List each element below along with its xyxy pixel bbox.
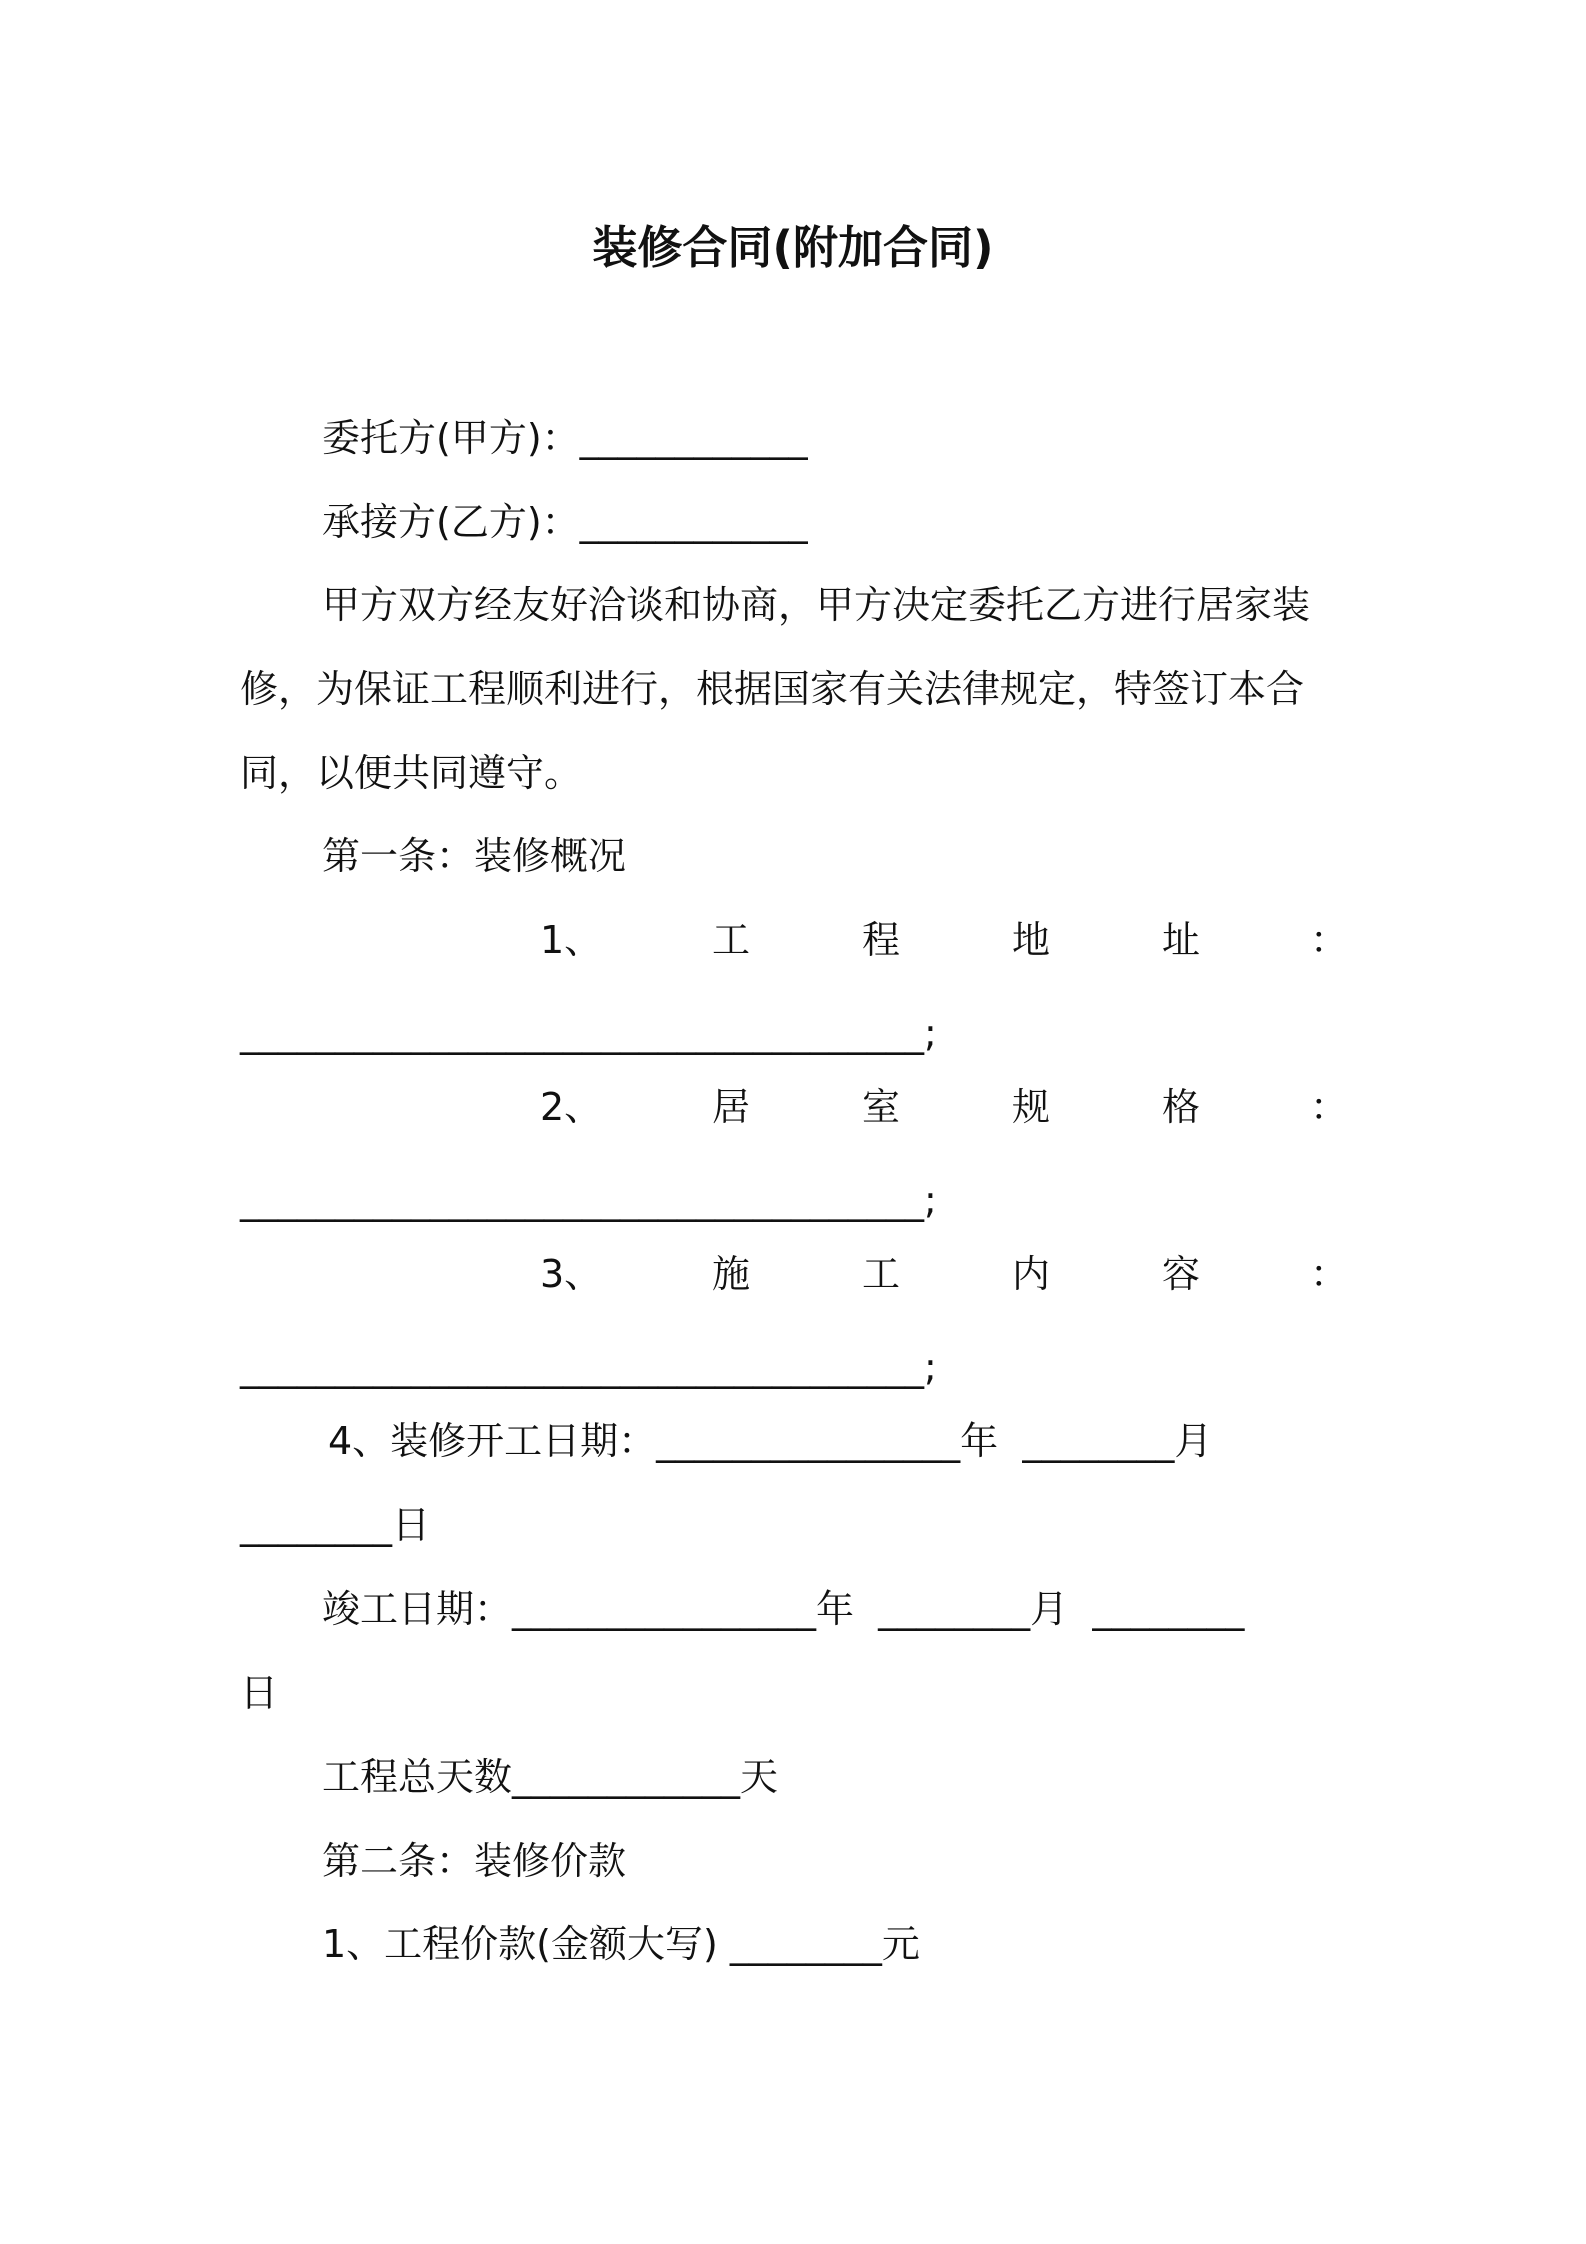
start-date-line-1: 4、装修开工日期：________________年 ________月 bbox=[328, 1419, 1213, 1463]
item-3-number: 3、 bbox=[540, 1252, 603, 1296]
item-2-char: 格 bbox=[1162, 1085, 1201, 1129]
item-3-colon: ： bbox=[1310, 1252, 1349, 1296]
item-1-label-row bbox=[0, 915, 1586, 965]
item-1-char: 程 bbox=[862, 918, 901, 962]
item-1-char: 址 bbox=[1162, 918, 1201, 962]
intro-line-2: 修，为保证工程顺利进行，根据国家有关法律规定，特签订本合 bbox=[240, 667, 1305, 711]
total-days-line: 工程总天数____________天 bbox=[322, 1755, 779, 1799]
article-1-heading: 第一条：装修概况 bbox=[322, 834, 627, 878]
item-3-blank: ____________________________________; bbox=[240, 1345, 937, 1389]
item-2-blank: ____________________________________; bbox=[240, 1178, 937, 1222]
start-date-line-2: ________日 bbox=[240, 1503, 431, 1547]
end-date-line-1: 竣工日期：________________年 ________月 ________ bbox=[322, 1587, 1245, 1631]
item-1-blank: ____________________________________; bbox=[240, 1011, 937, 1055]
item-3-char: 内 bbox=[1012, 1252, 1051, 1296]
article-2-heading: 第二条：装修价款 bbox=[322, 1839, 627, 1883]
item-2-char: 规 bbox=[1012, 1085, 1051, 1129]
party-a-line: 委托方(甲方)：____________ bbox=[322, 416, 808, 460]
document-title: 装修合同(附加合同) bbox=[592, 221, 994, 274]
intro-line-3: 同，以便共同遵守。 bbox=[240, 751, 583, 795]
item-3-char: 工 bbox=[862, 1252, 901, 1296]
item-2-char: 居 bbox=[712, 1085, 751, 1129]
item-1-char: 地 bbox=[1012, 918, 1051, 962]
item-1-number: 1、 bbox=[540, 918, 603, 962]
price-line: 1、工程价款(金额大写) ________元 bbox=[322, 1922, 920, 1966]
item-2-colon: ： bbox=[1310, 1085, 1349, 1129]
item-3-char: 容 bbox=[1162, 1252, 1201, 1296]
item-1-colon: ： bbox=[1310, 918, 1349, 962]
item-1-char: 工 bbox=[712, 918, 751, 962]
end-date-line-2: 日 bbox=[240, 1671, 279, 1715]
item-3-char: 施 bbox=[712, 1252, 751, 1296]
intro-line-1: 甲方双方经友好洽谈和协商，甲方决定委托乙方进行居家装 bbox=[322, 583, 1311, 627]
party-b-line: 承接方(乙方)：____________ bbox=[322, 500, 808, 544]
item-3-label-row bbox=[0, 1249, 1586, 1299]
item-2-char: 室 bbox=[862, 1085, 901, 1129]
item-2-number: 2、 bbox=[540, 1085, 603, 1129]
item-2-label-row bbox=[0, 1082, 1586, 1132]
